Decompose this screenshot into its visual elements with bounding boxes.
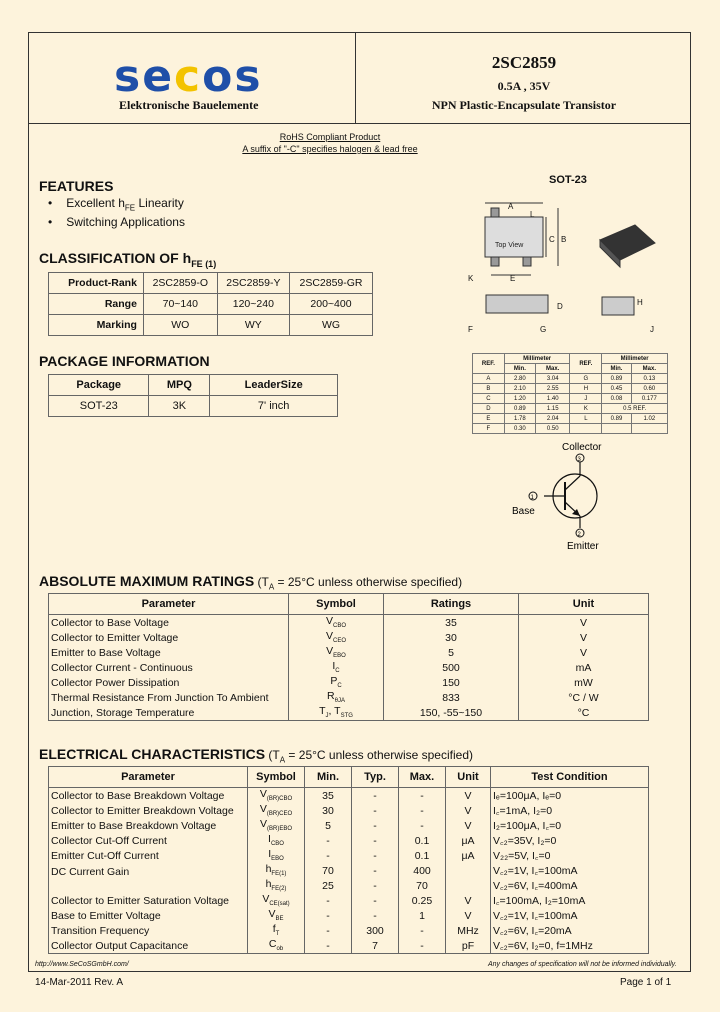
classification-table — [48, 272, 373, 336]
table-row: Collector to Emitter Saturation Voltage $V_{CE(sat)}$ - - 0.25 V I꜀=100mA, I₂=10mA — [49, 893, 649, 908]
page-number: Page 1 of 1 — [620, 977, 672, 988]
dim-letter: B — [561, 235, 567, 244]
header-title-block — [356, 53, 692, 113]
logo-part-a: se — [114, 51, 175, 102]
dim-letter: D — [557, 302, 563, 311]
revision-date: 14-Mar-2011 Rev. A — [35, 977, 124, 988]
feature-item: • Excellent $h_{FE}$ Linearity — [48, 196, 185, 215]
dim-letter: G — [540, 325, 547, 334]
rohs-notice — [230, 131, 430, 155]
footer-url[interactable]: http://www.SeCoSGmbH.com/ — [35, 961, 129, 968]
collector-label: Collector — [562, 442, 602, 453]
features-list — [48, 196, 185, 230]
logo-part-o: c — [174, 51, 203, 102]
dim-letter: C — [549, 235, 555, 244]
table-row: A 2.80 3.04 G 0.89 0.13 — [473, 374, 668, 384]
table-row: Emitter Cut-Off Current $I_{EBO}$ - - 0.1 μA V₂₂=5V, I꜀=0 — [49, 848, 649, 863]
part-number: 2SC2859 — [491, 53, 557, 72]
table-row: Product-Rank 2SC2859-O 2SC2859-Y 2SC2859-GR — [49, 273, 373, 294]
logo-subtitle: Elektronische Bauelemente — [119, 98, 259, 112]
npn-schematic — [500, 440, 620, 555]
header-divider-horizontal — [29, 123, 690, 124]
table-row: F 0.30 0.50 — [473, 424, 668, 434]
table-header-row: Min. Max. Min. Max. — [473, 364, 668, 374]
part-spec: 0.5A , 35V — [497, 79, 551, 93]
part-description: NPN Plastic-Encapsulate Transistor — [431, 98, 617, 112]
dim-letter: L — [530, 210, 535, 219]
dim-letter: J — [650, 325, 654, 334]
top-view-label: Top View — [495, 242, 524, 249]
dimensions-table — [472, 353, 668, 434]
table-row: $h_{FE(2)}$ 25 - 70 V꜀₂=6V, I꜀=400mA — [49, 878, 649, 893]
table-row: Collector Power Dissipation $P_C$ 150 mW — [49, 675, 649, 690]
pin-base-number: 1 — [530, 495, 534, 501]
table-row: Emitter to Base Voltage $V_{EBO}$ 5 V — [49, 645, 649, 660]
table-row: Collector to Base Voltage $V_{CBO}$ 35 V — [49, 615, 649, 631]
package-table — [48, 374, 338, 417]
table-row: SOT-23 3K 7' inch — [49, 396, 338, 417]
absolute-max-ratings-table — [48, 593, 649, 721]
table-row: DC Current Gain $h_{FE(1)}$ 70 - 400 V꜀₂=1V, I꜀=100mA — [49, 863, 649, 878]
features-title: FEATURES — [39, 178, 114, 194]
table-row: Collector Cut-Off Current $I_{CBO}$ - - 0.1 μA V꜀₂=35V, I₂=0 — [49, 833, 649, 848]
table-row: Base to Emitter Voltage $V_{BE}$ - - 1 V V꜀₂=1V, I꜀=100mA — [49, 908, 649, 923]
package-title: PACKAGE INFORMATION — [39, 353, 210, 369]
amr-title: ABSOLUTE MAXIMUM RATINGS ($T_A = 25^\circ C$ unless otherwise specified) — [39, 573, 463, 592]
table-header-row: Parameter Symbol Min. Typ. Max. Unit Test Condition — [49, 767, 649, 788]
footer-notice: Any changes of specification will not be informed individually. — [488, 961, 677, 968]
table-row: E 1.78 2.04 L 0.89 1.02 — [473, 414, 668, 424]
dim-letter: H — [637, 298, 643, 307]
electrical-characteristics-table — [48, 766, 649, 954]
table-row: Collector Output Capacitance $C_{ob}$ - 7 - pF V꜀₂=6V, I₂=0, f=1MHz — [49, 938, 649, 954]
secos-logo — [114, 51, 263, 102]
table-header-row: Package MPQ LeaderSize — [49, 375, 338, 396]
table-row: Range 70~140 120~240 200~400 — [49, 294, 373, 315]
table-row: Thermal Resistance From Junction To Ambient $R_{\theta JA}$ 833 °C / W — [49, 690, 649, 705]
ec-title: ELECTRICAL CHARACTERISTICS ($T_A = 25^\circ C$ unless otherwise specified) — [39, 746, 473, 765]
rohs-line-2: A suffix of "-C" specifies halogen & lead free — [242, 144, 418, 154]
base-label: Base — [512, 506, 535, 517]
table-row: Collector to Emitter Voltage $V_{CEO}$ 30 V — [49, 630, 649, 645]
table-header-row: REF. Millimeter REF. Millimeter — [473, 354, 668, 364]
table-header-row: Parameter Symbol Ratings Unit — [49, 594, 649, 615]
classification-title: CLASSIFICATION OF $h_{FE (1)}$ — [39, 250, 217, 269]
table-row: D 0.89 1.15 K 0.5 REF. — [473, 404, 668, 414]
table-row: Transition Frequency $f_T$ - 300 - MHz V꜀₂=6V, I꜀=20mA — [49, 923, 649, 938]
package-outline-diagram — [460, 195, 690, 345]
table-row: Emitter to Base Breakdown Voltage $V_{(BR)EBO}$ 5 - - V I₂=100μA, I꜀=0 — [49, 818, 649, 833]
dim-letter: F — [468, 325, 473, 334]
table-row: B 2.10 2.55 H 0.45 0.60 — [473, 384, 668, 394]
dim-letter: E — [510, 274, 516, 283]
package-type-label: SOT-23 — [549, 174, 587, 186]
table-row: Junction, Storage Temperature $T_J$, $T_{STG}$ 150, -55~150 °C — [49, 705, 649, 721]
pin-collector-number: 3 — [577, 457, 581, 463]
table-row: Marking WO WY WG — [49, 315, 373, 336]
logo-part-b: os — [202, 51, 263, 102]
rohs-line-1: RoHS Compliant Product — [279, 132, 381, 142]
table-row: Collector to Emitter Breakdown Voltage $V_{(BR)CEO}$ 30 - - V I꜀=1mA, I₂=0 — [49, 803, 649, 818]
emitter-label: Emitter — [567, 541, 599, 552]
pin-emitter-number: 2 — [577, 532, 581, 538]
dim-letter: K — [468, 274, 474, 283]
table-row: Collector Current - Continuous $I_C$ 500 mA — [49, 660, 649, 675]
dim-letter: A — [508, 202, 514, 211]
feature-item: • Switching Applications — [48, 215, 185, 230]
table-row: C 1.20 1.40 J 0.08 0.177 — [473, 394, 668, 404]
table-row: Collector to Base Breakdown Voltage $V_{(BR)CBO}$ 35 - - V Iₑ=100μA, Iₑ=0 — [49, 788, 649, 804]
